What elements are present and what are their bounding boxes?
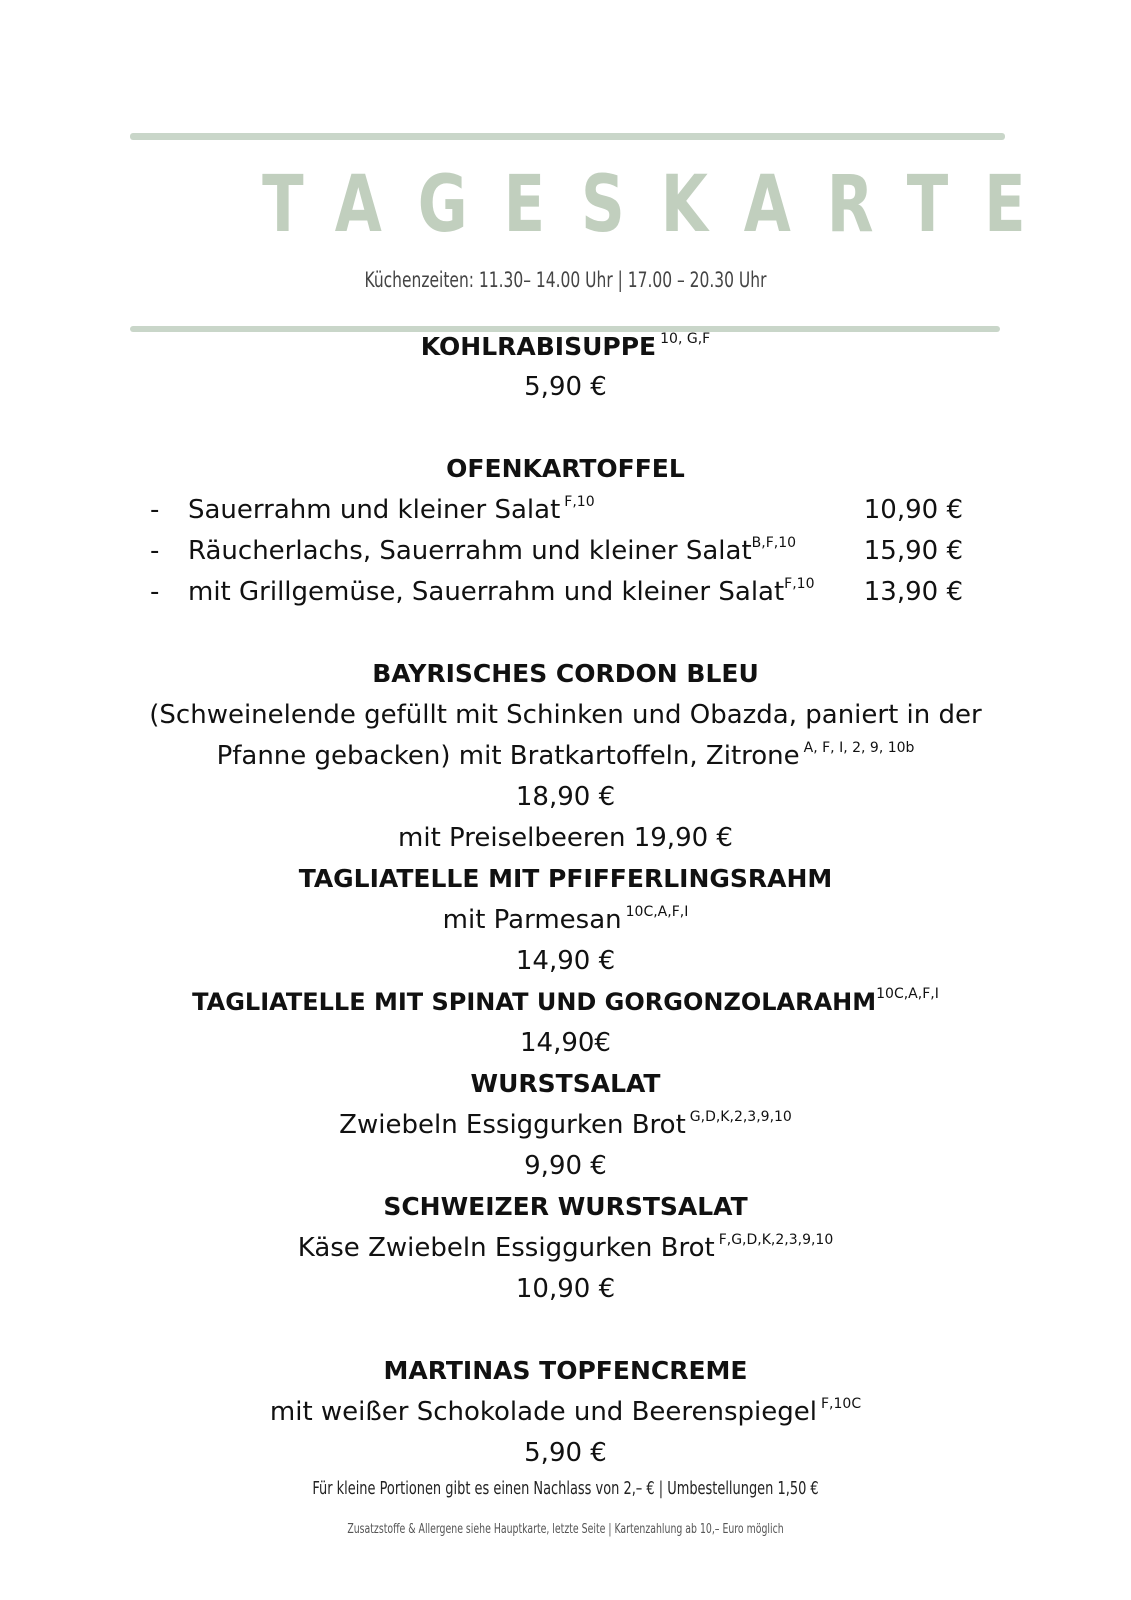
footer-note: Für kleine Portionen gibt es einen Nachlass von 2,– € | Umbestellungen 1,50 € [312, 1478, 819, 1499]
dish-desc: Käse Zwiebeln Essiggurken Brot $^{F,G,D,K,2,3,9,10}$ [297, 1232, 834, 1263]
allergen-codes: 10, G,F [660, 331, 711, 347]
dish-title-wurstsalat: WURSTSALAT [470, 1069, 661, 1098]
dish-desc: mit Parmesan $^{10C,A,F,I}$ [442, 904, 689, 935]
dish-desc: mit weißer Schokolade und Beerenspiegel $^{F,10C}$ [269, 1396, 862, 1427]
dish-desc: (Schweinelende gefüllt mit Schinken und Obazda, paniert in der [149, 700, 982, 730]
dish-price-tagliatelle-spinat: 14,90€ [520, 1028, 611, 1058]
ofenkartoffel-option: - Sauerrahm und kleiner Salat $^{F,10}$ 10,90 € [150, 494, 963, 525]
dish-title-kohlrabisuppe: KOHLRABISUPPE $^{10, G,F}$ [420, 331, 711, 361]
dish-price-wurstsalat: 9,90 € [524, 1151, 607, 1181]
dish-price-topfencreme: 5,90 € [524, 1438, 607, 1468]
option-price: 13,90 € [863, 577, 963, 607]
option-price: 10,90 € [863, 495, 963, 525]
top-divider [130, 133, 1005, 140]
ofenkartoffel-option: - mit Grillgemüse, Sauerrahm und kleiner Salat$^{F,10}$ 13,90 € [150, 576, 963, 607]
dish-price-schweizer-wurstsalat: 10,90 € [515, 1274, 616, 1304]
dish-price-cordon-bleu: 18,90 € [515, 782, 616, 812]
dish-price-tagliatelle-pfifferling: 14,90 € [515, 946, 616, 976]
footer-fineprint: Zusatzstoffe & Allergene siehe Hauptkarte, letzte Seite | Kartenzahlung ab 10,– Euro möglich [347, 1522, 784, 1537]
ofenkartoffel-option: - Räucherlachs, Sauerrahm und kleiner Salat$^{B,F,10}$ 15,90 € [150, 535, 963, 566]
kitchen-hours: Küchenzeiten: 11.30– 14.00 Uhr | 17.00 – 20.30 Uhr [364, 268, 767, 292]
page-title: TAGESKARTE [262, 160, 1062, 250]
dish-title-tagliatelle-spinat: TAGLIATELLE MIT SPINAT UND $GORGONZOLARAHM^{10C,A,F,I}$ [192, 986, 939, 1016]
dish-title-schweizer-wurstsalat: SCHWEIZER WURSTSALAT [383, 1192, 748, 1221]
dish-extra: mit Preiselbeeren 19,90 € [398, 823, 733, 853]
dish-price-kohlrabisuppe: 5,90 € [524, 372, 607, 402]
option-price: 15,90 € [863, 536, 963, 566]
dish-title-cordon-bleu: BAYRISCHES CORDON BLEU [372, 659, 759, 688]
dish-desc: Zwiebeln Essiggurken Brot $^{G,D,K,2,3,9,10}$ [339, 1109, 792, 1140]
dish-desc: Pfanne gebacken) mit Bratkartoffeln, Zitrone $^{A, F, I, 2, 9, 10b}$ [216, 740, 915, 771]
dish-title-tagliatelle-pfifferling: TAGLIATELLE MIT PFIFFERLINGSRAHM [298, 864, 833, 893]
dish-title-topfencreme: MARTINAS TOPFENCREME [383, 1356, 748, 1385]
dish-title-ofenkartoffel: OFENKARTOFFEL [446, 454, 685, 483]
